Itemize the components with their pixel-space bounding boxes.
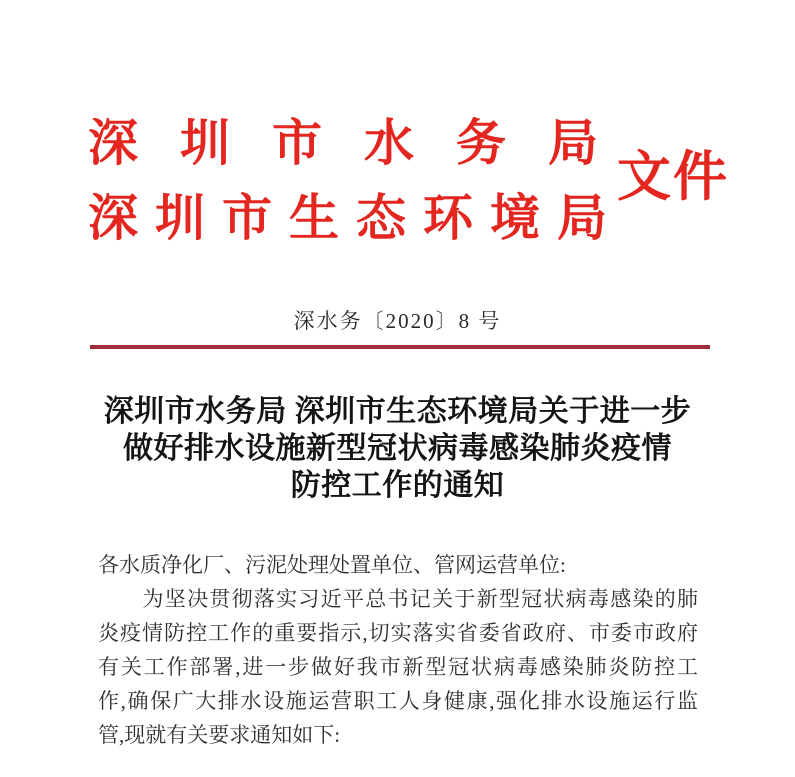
salutation-line: 各水质净化厂、污泥处理处置单位、管网运营单位: bbox=[98, 553, 566, 577]
agency-name-line2: 深圳市生态环境局 bbox=[88, 190, 624, 246]
document-title bbox=[0, 393, 795, 504]
red-divider-line bbox=[90, 345, 710, 349]
agency-name-line1: 深圳市水务局 bbox=[88, 115, 640, 171]
title-line-1: 深圳市水务局 深圳市生态环境局关于进一步 bbox=[103, 395, 692, 428]
title-line-3: 防控工作的通知 bbox=[290, 469, 505, 502]
doc-type-label: 文件 bbox=[617, 147, 729, 207]
body-line-1: 为坚决贯彻落实习近平总书记关于新型冠状病毒感染的肺 bbox=[98, 587, 698, 611]
body-line-5: 管,现就有关要求通知如下: bbox=[98, 723, 341, 747]
body-line-2: 炎疫情防控工作的重要指示,切实落实省委省政府、市委市政府 bbox=[98, 621, 698, 645]
doc-number: 深水务〔2020〕8 号 bbox=[293, 309, 502, 333]
body-line-4: 作,确保广大排水设施运营职工人身健康,强化排水设施运行监 bbox=[98, 689, 698, 713]
title-line-2: 做好排水设施新型冠状病毒感染肺炎疫情 bbox=[123, 432, 672, 465]
body-line-3: 有关工作部署,进一步做好我市新型冠状病毒感染肺炎防控工 bbox=[98, 655, 698, 679]
document-body bbox=[98, 548, 698, 752]
